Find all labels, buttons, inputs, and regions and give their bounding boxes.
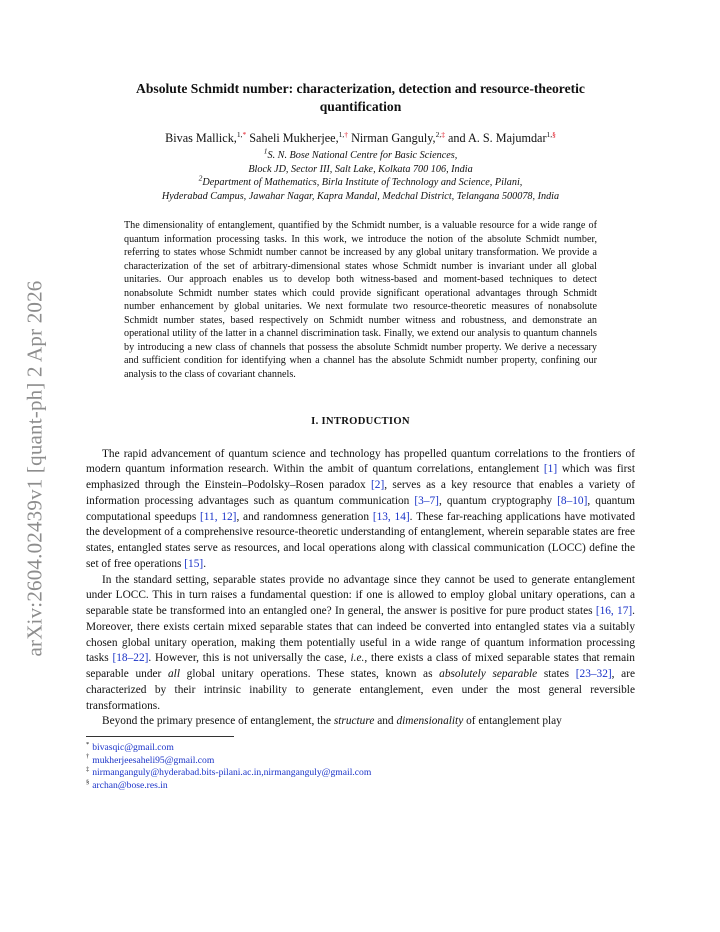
footnote: † mukherjeesaheli95@gmail.com <box>86 753 215 766</box>
citation-link[interactable]: [2] <box>371 479 385 492</box>
email-link[interactable]: archan@bose.res.in <box>92 779 168 791</box>
footnote: ‡ nirmanganguly@hyderabad.bits-pilani.ac.in,nirmanganguly@gmail.com <box>86 766 372 779</box>
footnote-link[interactable]: ‡ <box>441 129 445 139</box>
abstract: The dimensionality of entanglement, quantified by the Schmidt number, is a valuable resource for a wide range of quantum information processing tasks. In this work, we introduce the notion of the absolute Schmidt number, referring to states whose Schmidt number cannot be increased by any global unitary transformation. We provide a characterization of the set of arbitrary-dimensional states whose Schmidt number is invariant under all global unitaries. Our approach enables us to develop both witness-based and moment-based techniques to detect nonabsolute Schmidt number states which could provide significant operational advantages through Schmidt number enhancement by global unitaries. We next formulate two resource-theoretic measures of nonabsolute Schmidt number states, based respectively on Schmidt number witness and robustness, and demonstrate an operational utility of the latter in a channel discrimination task. Finally, we extend our analysis to quantum channels by introducing a new class of channels that possess the absolute Schmidt number property. We derive a necessary and sufficient condition for identifying when a channel has the absolute Schmidt number property, confining our analysis to the class of covariant channels. <box>124 220 597 381</box>
affiliation-line: Department of Mathematics, Birla Institute of Technology and Science, Pilani, <box>202 177 523 188</box>
section-heading: I. INTRODUCTION <box>311 415 410 427</box>
footnote-link[interactable]: † <box>344 129 349 139</box>
paper-title: Absolute Schmidt number: characterization, detection and resource-theoretic quantification <box>136 81 585 114</box>
paragraph: The rapid advancement of quantum science and technology has propelled quantum correlations to the frontiers of modern quantum information research. Within the ambit of quantum correlations, entanglement [1] which was first emphasized through the Einstein–Podolsky–Rosen paradox [2], serves as a key resource that enables a variety of information processing advantages such as quantum communication [3–7], quantum cryptography [8–10], quantum computational speedups [11, 12], and randomness generation [13, 14]. These far-reaching applications have motivated the development of a comprehensive resource-theoretic understanding of entanglement, wherein separable states are free states, entangled states serve as resources, and local operations along with classical communication (LOCC) define the set of free operations [15]. <box>86 447 636 570</box>
author-name: A. S. Majumdar <box>467 131 547 145</box>
citation-link[interactable]: [11, 12] <box>200 510 237 523</box>
conjunction: and <box>448 131 466 145</box>
affiliation-number: 2 <box>198 173 203 183</box>
main-text <box>86 447 635 731</box>
citation-link[interactable]: [8–10] <box>557 494 588 507</box>
citation-link[interactable]: [23–32] <box>575 668 612 681</box>
citation-link[interactable]: [15] <box>184 557 204 570</box>
affiliation-mark: 1, <box>546 129 553 139</box>
citation-link[interactable]: [13, 14] <box>372 510 410 523</box>
email-link[interactable]: mukherjeesaheli95@gmail.com <box>92 754 215 766</box>
author-name: Bivas Mallick, <box>165 131 237 145</box>
citation-link[interactable]: [3–7] <box>414 494 439 507</box>
affiliation-number: 1 <box>263 146 268 156</box>
citation-link[interactable]: [1] <box>543 463 558 476</box>
affiliation-line: S. N. Bose National Centre for Basic Sciences, <box>267 150 458 161</box>
email-link[interactable]: bivasqic@gmail.com <box>92 742 174 754</box>
affiliation-mark: 2, <box>435 129 442 139</box>
paragraph: Beyond the primary presence of entanglement, the structure and dimensionality of entanglement play <box>102 715 562 728</box>
affiliation-line: Block JD, Sector III, Salt Lake, Kolkata 700 106, India <box>248 163 473 175</box>
email-link[interactable]: nirmanganguly@hyderabad.bits-pilani.ac.in,nirmanganguly@gmail.com <box>92 767 372 779</box>
affiliation-line: Hyderabad Campus, Jawahar Nagar, Kapra Mandal, Medchal District, Telangana 500078, India <box>161 190 560 202</box>
affiliation-mark: 1, <box>236 129 243 139</box>
author-list <box>86 130 635 146</box>
affiliation-2 <box>86 173 635 203</box>
citation-link[interactable]: [16, 17] <box>595 605 633 618</box>
citation-link[interactable]: [18–22] <box>112 652 149 665</box>
footnote: * bivasqic@gmail.com <box>86 740 174 754</box>
footnote-rule <box>86 736 234 737</box>
affiliation-mark: 1, <box>338 129 345 139</box>
footnote: § archan@bose.res.in <box>86 778 168 791</box>
author-name: Nirman Ganguly, <box>351 131 436 145</box>
author-name: Saheli Mukherjee, <box>249 131 339 145</box>
paragraph: In the standard setting, separable states provide no advantage since they cannot be used to generate entanglement under LOCC. This in turn raises a fundamental question: if one is allowed to employ global unitary operations, can a separable state be transformed into an entangled one? In general, the answer is positive for pure product states [16, 17]. Moreover, there exists certain mixed separable states that can indeed be converted into entangled states via a suitably chosen global unitary operation, making them potentially useful in a wide range of quantum information processing tasks [18–22]. However, this is not universally the case, i.e., there exists a class of mixed separable states that remain separable under all global unitary operations. These states, known as absolutely separable states [23–32], are characterized by their intrinsic inability to generate entanglement, even under the most general reversible transformations. <box>86 573 636 712</box>
footnotes <box>86 742 635 792</box>
affiliation-1 <box>86 146 635 176</box>
arxiv-sidebar-stamp <box>15 248 55 688</box>
arxiv-identifier: arXiv:2604.02439v1 [quant-ph] 2 Apr 2026 <box>22 279 47 657</box>
paper-page <box>86 80 635 792</box>
footnote-link[interactable]: * <box>242 129 247 139</box>
footnote-link[interactable]: § <box>552 129 556 139</box>
